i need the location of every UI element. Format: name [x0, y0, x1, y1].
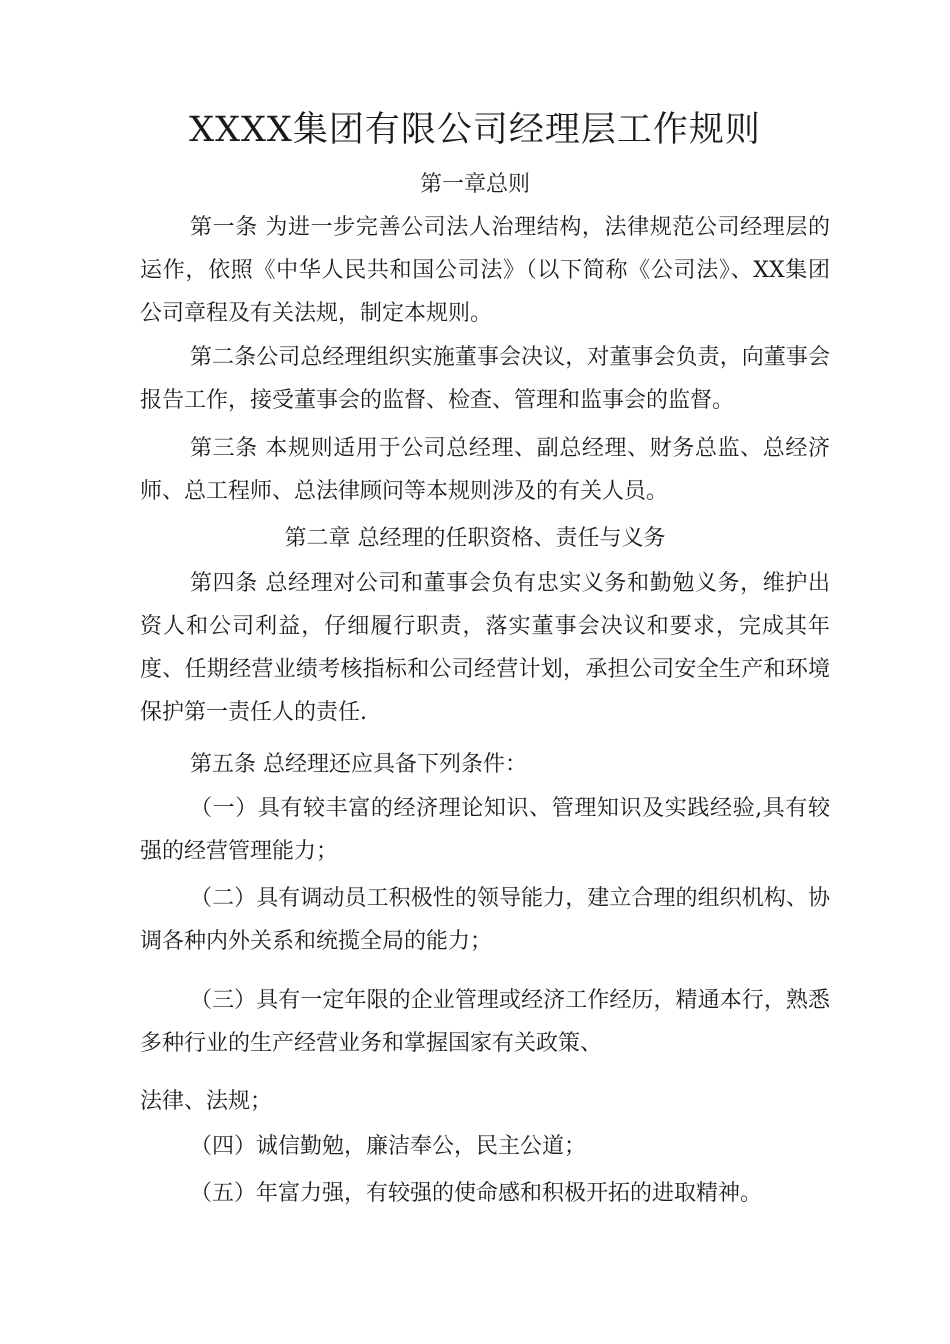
chapter-heading-1: 第一章总则	[419, 172, 530, 197]
article-3: 第三条 本规则适用于公司总经理、副总经理、财务总监、总经济师、总工程师、总法律顾问等本规则涉及的有关人员。	[140, 436, 830, 504]
list-item-2: （二）具有调动员工积极性的领导能力，建立合理的组织机构、协调各种内外关系和统揽全局的能力；	[140, 886, 830, 954]
chapter-heading-2: 第二章 总经理的任职资格、责任与义务	[284, 526, 666, 551]
article-5: 第五条 总经理还应具备下列条件：	[190, 752, 527, 777]
list-item-3-continued: 法律、法规；	[140, 1089, 273, 1114]
list-item-1: （一）具有较丰富的经济理论知识、管理知识及实践经验,具有较强的经营管理能力；	[140, 796, 830, 864]
list-item-3: （三）具有一定年限的企业管理或经济工作经历，精通本行，熟悉多种行业的生产经营业务和掌握国家有关政策、	[140, 988, 830, 1056]
list-item-4: （四）诚信勤勉，廉洁奉公，民主公道；	[190, 1134, 587, 1159]
document-title: XXXX集团有限公司经理层工作规则	[189, 110, 761, 150]
article-4: 第四条 总经理对公司和董事会负有忠实义务和勤勉义务，维护出资人和公司利益，仔细履行职责，落实董事会决议和要求，完成其年度、任期经营业绩考核指标和公司经营计划，承担公司安全生产和环境保护第一责任人的责任.	[140, 571, 830, 725]
article-2: 第二条公司总经理组织实施董事会决议，对董事会负责，向董事会报告工作，接受董事会的监督、检查、管理和监事会的监督。	[140, 345, 830, 413]
article-1: 第一条 为进一步完善公司法人治理结构，法律规范公司经理层的运作，依照《中华人民共和国公司法》（以下简称《公司法》、XX集团公司章程及有关法规，制定本规则。	[140, 215, 830, 326]
list-item-5: （五）年富力强，有较强的使命感和积极开拓的进取精神。	[190, 1181, 763, 1206]
